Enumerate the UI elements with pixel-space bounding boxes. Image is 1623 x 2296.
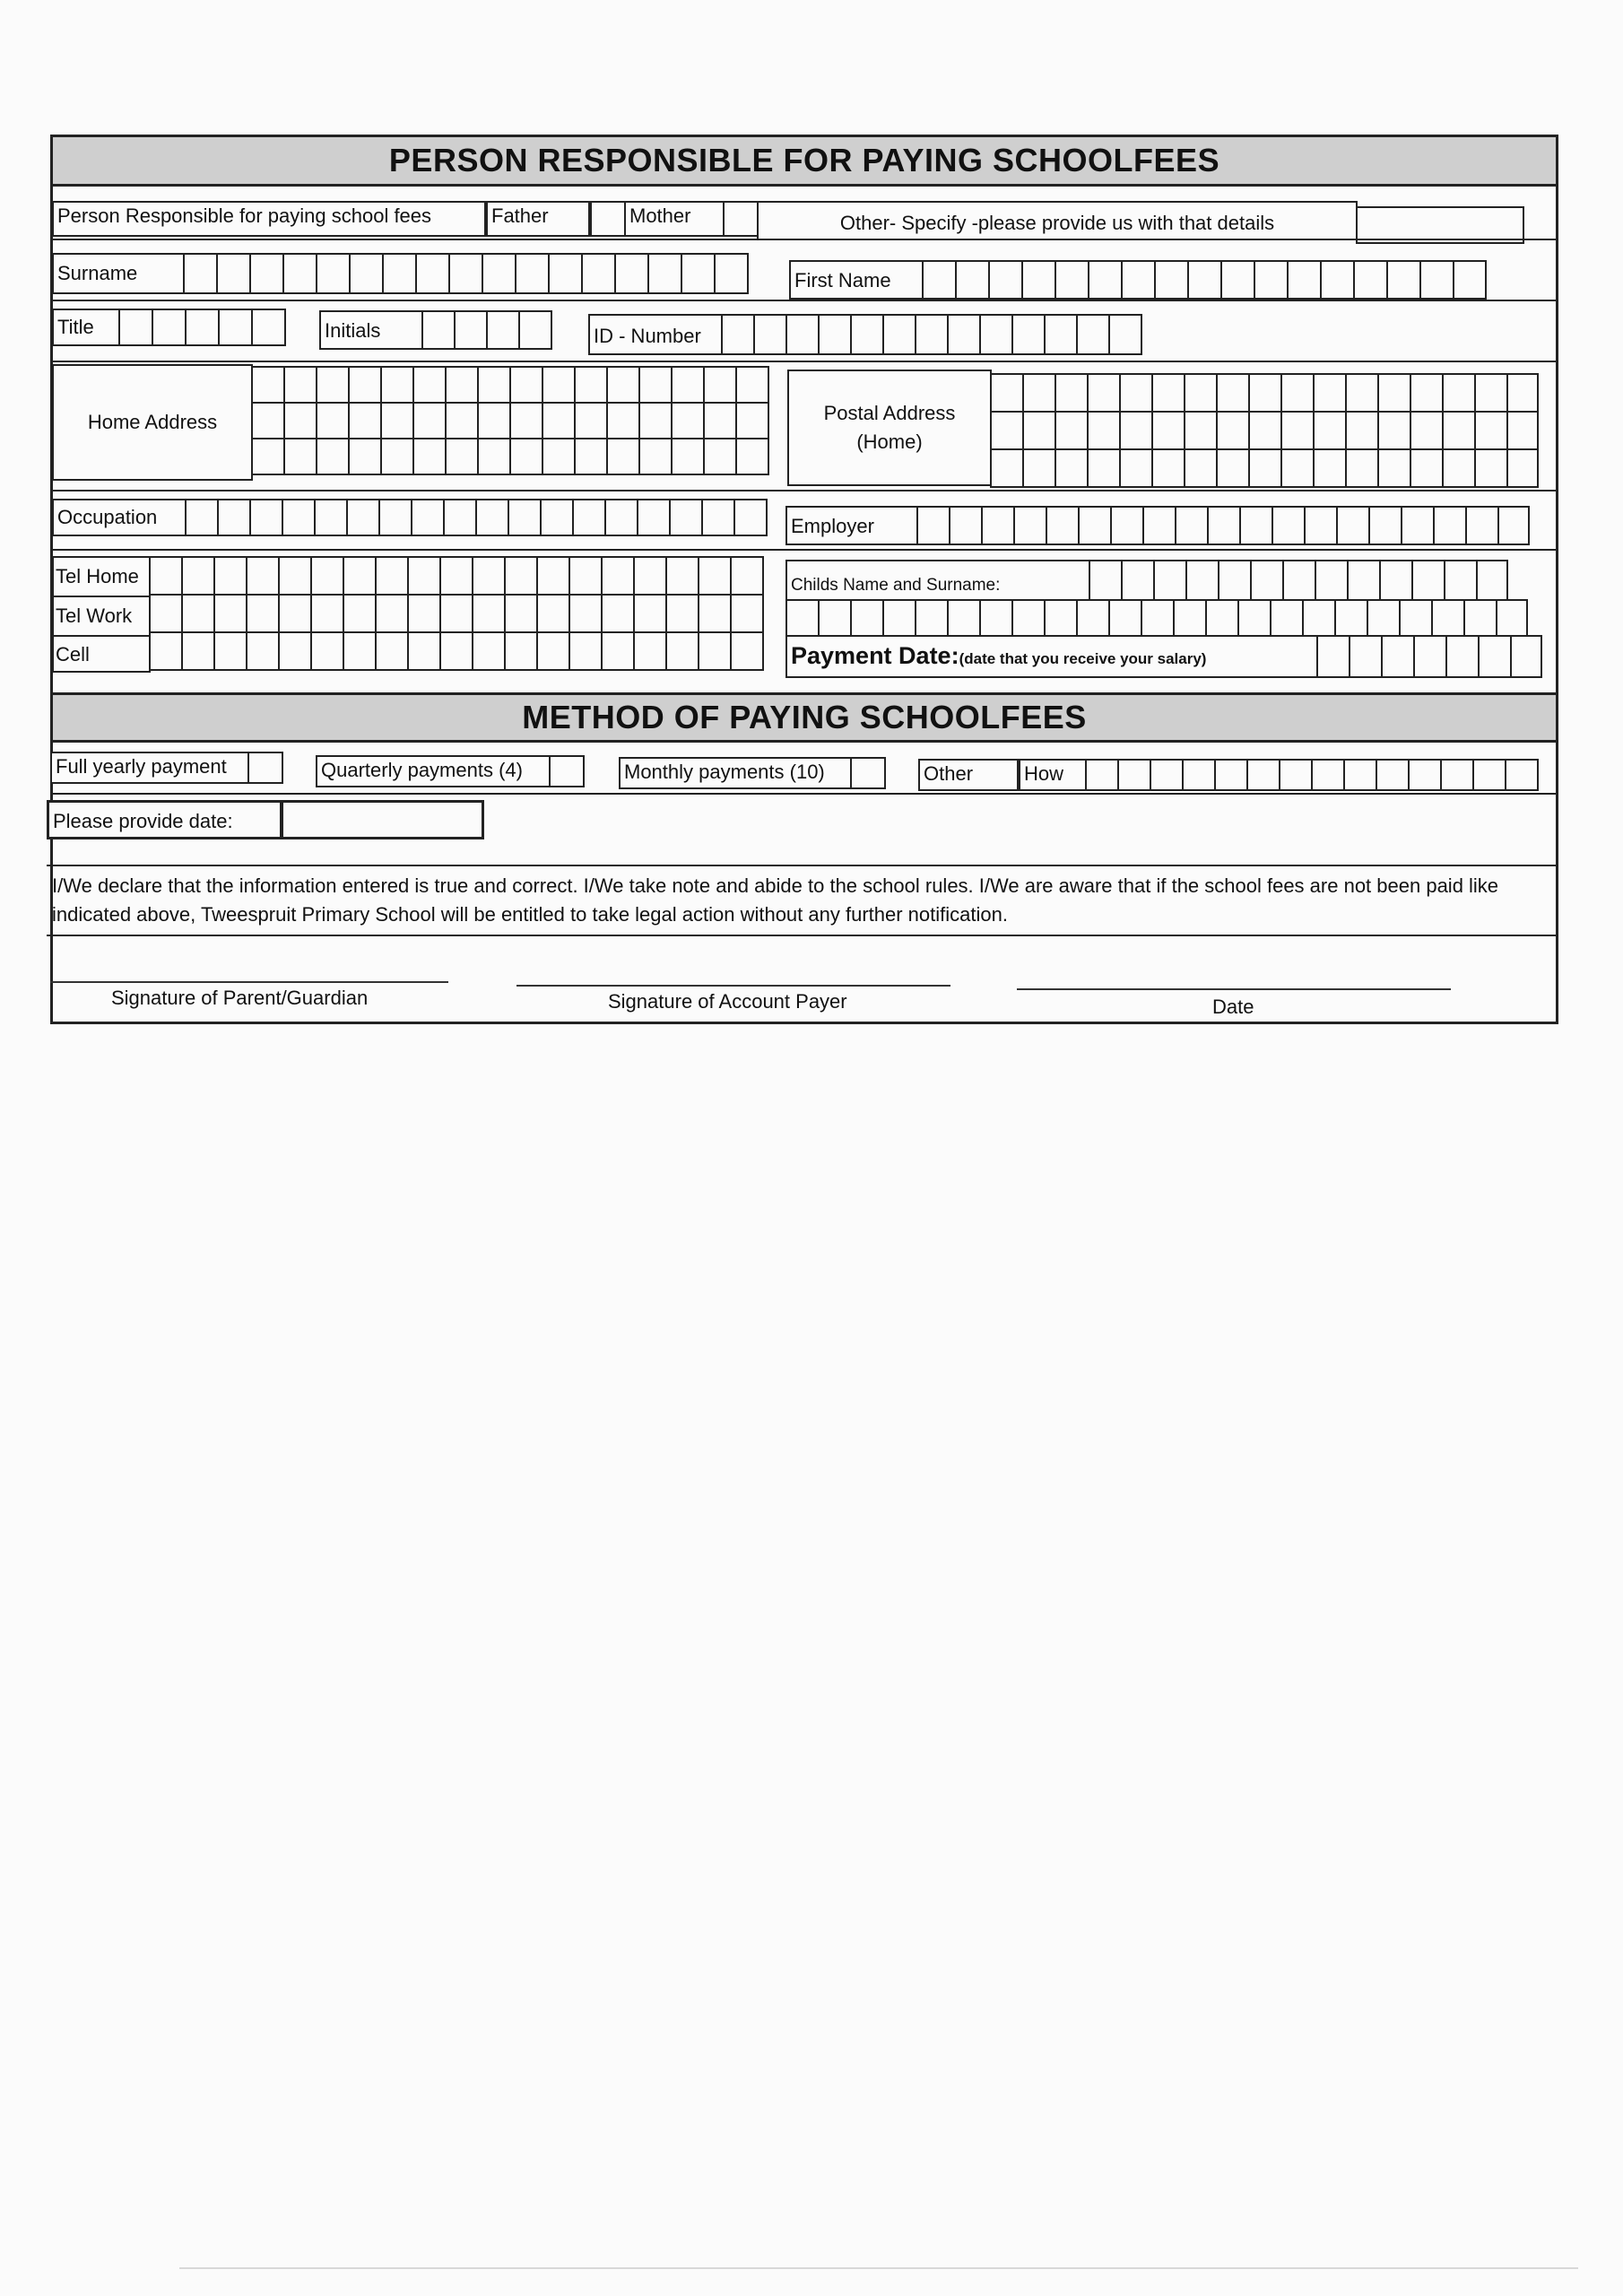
section-title-text: METHOD OF PAYING SCHOOLFEES: [522, 699, 1087, 735]
monthly-checkbox[interactable]: [850, 757, 886, 789]
mother-label: Mother: [624, 201, 725, 237]
other-label: Other: [918, 759, 1019, 791]
id-number-label: ID - Number: [588, 314, 723, 355]
other-specify-label: Other- Specify -please provide us with that details: [757, 201, 1358, 240]
title-label: Title: [52, 309, 120, 346]
employer-label: Employer: [785, 506, 918, 545]
full-yearly-checkbox[interactable]: [247, 752, 283, 784]
tel-work-label: Tel Work: [54, 597, 149, 637]
first-name-label: First Name: [789, 260, 924, 300]
surname-label: Surname: [52, 253, 185, 294]
postal-address-label: [787, 370, 992, 486]
first-name-boxes[interactable]: [922, 260, 1485, 300]
mother-checkbox[interactable]: [723, 201, 759, 237]
id-number-boxes[interactable]: [721, 314, 1141, 355]
home-address-grid[interactable]: [251, 366, 768, 475]
how-boxes[interactable]: [1085, 759, 1537, 791]
date-line[interactable]: [1017, 988, 1451, 990]
row-divider: [50, 239, 1558, 240]
full-yearly-label: Full yearly payment: [50, 752, 249, 784]
row-divider: [50, 361, 1558, 362]
tel-grid[interactable]: [149, 556, 762, 671]
father-label: Father: [486, 201, 590, 237]
postal-address-line1: Postal Address: [823, 402, 956, 424]
section-title-text: PERSON RESPONSIBLE FOR PAYING SCHOOLFEES: [388, 142, 1220, 178]
parent-signature-caption: Signature of Parent/Guardian: [111, 987, 369, 1009]
declaration-box: [47, 865, 1558, 936]
childs-name-label: Childs Name and Surname:: [785, 560, 1090, 601]
payer-signature-caption: Signature of Account Payer: [608, 990, 847, 1013]
payment-date-note: (date that you receive your salary): [959, 650, 1207, 667]
employer-boxes[interactable]: [916, 506, 1528, 545]
provide-date-label: Please provide date:: [47, 800, 283, 839]
payment-date-label: [785, 635, 1318, 678]
responsible-label: Person Responsible for paying school fees: [52, 201, 486, 237]
occupation-label: Occupation: [52, 499, 187, 536]
postal-address-grid[interactable]: [990, 373, 1537, 488]
monthly-label: Monthly payments (10): [619, 757, 852, 789]
father-checkbox[interactable]: [590, 201, 626, 237]
provide-date-field[interactable]: [280, 800, 484, 839]
cell-label: Cell: [56, 643, 90, 665]
home-address-label: Home Address: [52, 364, 253, 481]
row-divider: [50, 490, 1558, 491]
row-divider: [50, 300, 1558, 301]
initials-boxes[interactable]: [421, 310, 551, 350]
payment-date-title: Payment Date:: [791, 642, 959, 669]
payer-signature-line[interactable]: [516, 985, 950, 987]
childs-name-boxes-row1[interactable]: [1089, 560, 1506, 601]
surname-boxes[interactable]: [183, 253, 747, 294]
postal-address-line2: (Home): [856, 430, 923, 453]
quarterly-label: Quarterly payments (4): [316, 755, 551, 787]
how-label: How: [1019, 759, 1087, 791]
title-boxes[interactable]: [118, 309, 284, 346]
scan-edge: [179, 2267, 1578, 2269]
quarterly-checkbox[interactable]: [549, 755, 585, 787]
occupation-boxes[interactable]: [185, 499, 766, 536]
row-divider: [50, 793, 1558, 795]
section-title-responsible: [50, 135, 1558, 187]
childs-name-boxes-row2[interactable]: [785, 599, 1526, 637]
section-title-method: [50, 692, 1558, 743]
tel-home-label: Tel Home: [54, 558, 149, 597]
row-divider: [50, 549, 1558, 551]
tel-labels: [52, 556, 151, 673]
payment-date-boxes[interactable]: [1316, 635, 1541, 678]
date-caption: Date: [1212, 996, 1254, 1018]
declaration-text: I/We declare that the information entered is true and correct. I/We take note and abide to the school rules. I/We are aware that if the school fees are not been paid like indicated above, Tweespruit Primary School will be entitled to take legal action without any further notification.: [52, 874, 1499, 926]
initials-label: Initials: [319, 310, 423, 350]
parent-signature-line[interactable]: [50, 981, 448, 983]
